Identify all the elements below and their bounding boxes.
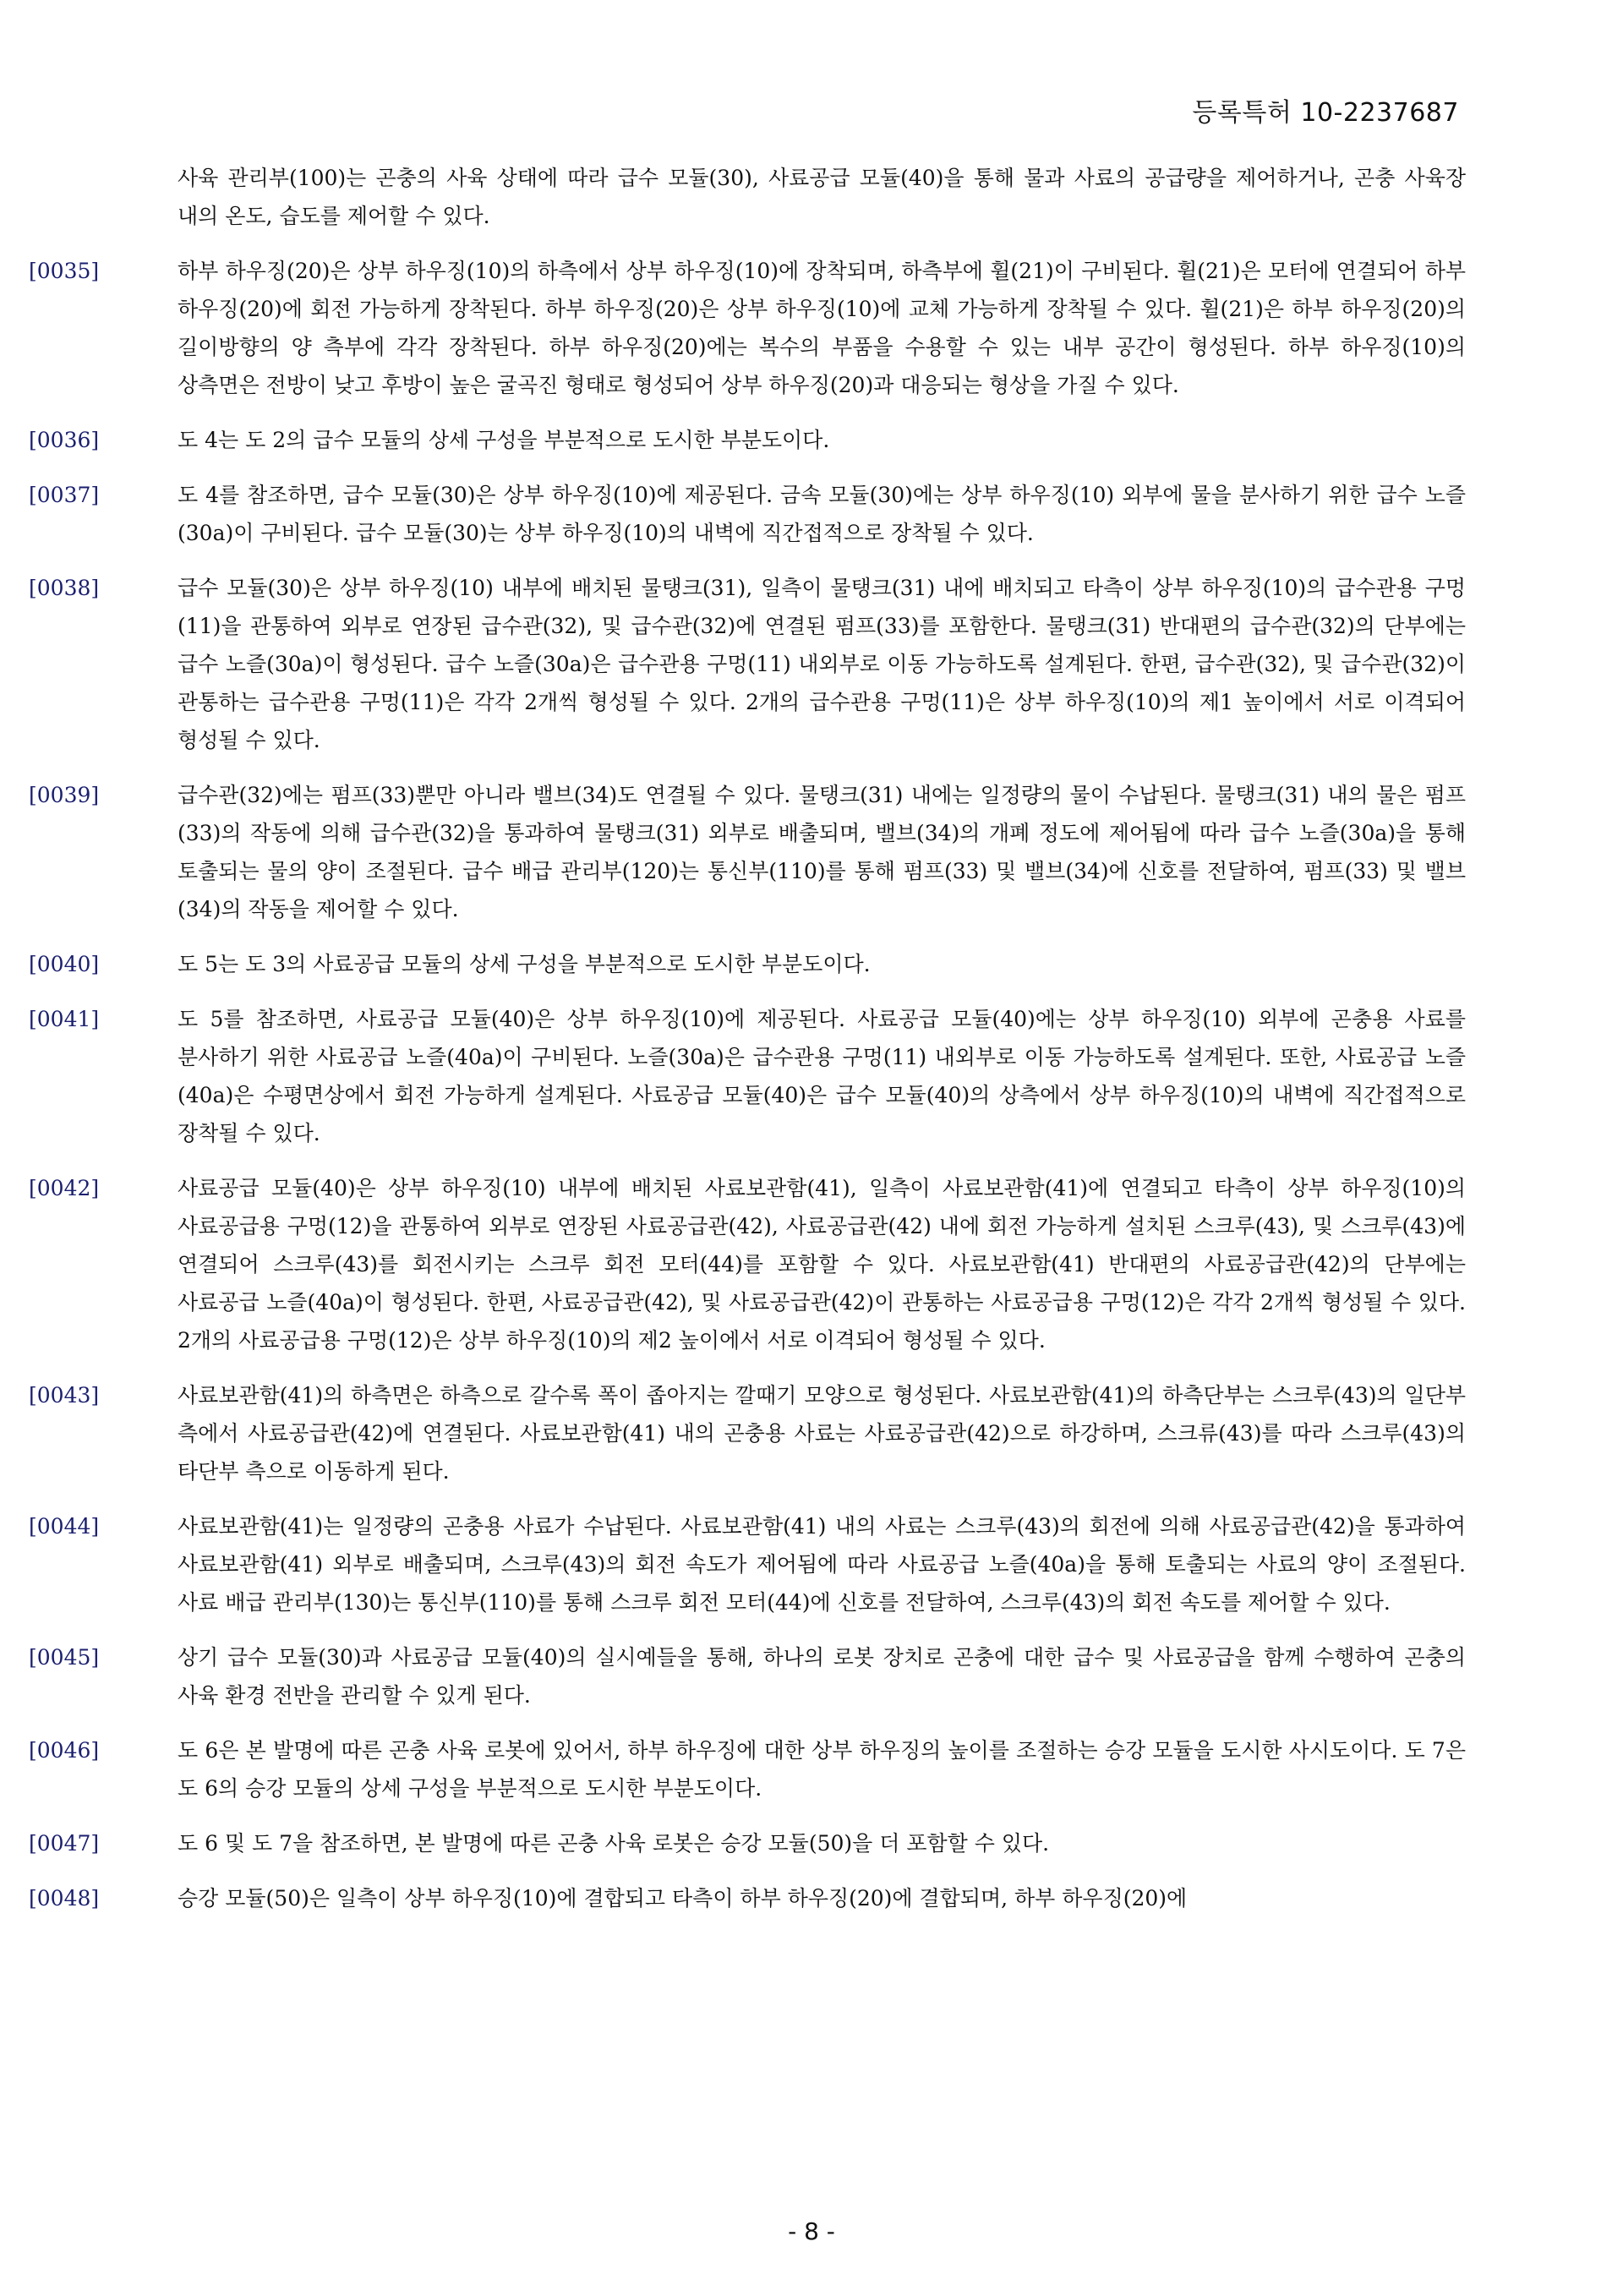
paragraph-number: [0040]	[29, 952, 100, 976]
paragraph	[0, 1824, 1623, 1862]
paragraph	[0, 945, 1623, 983]
paragraph	[0, 1507, 1623, 1621]
paragraph-text: 상기 급수 모듈(30)과 사료공급 모듈(40)의 실시예들을 통해, 하나의 로봇 장치로 곤충에 대한 급수 및 사료공급을 함께 수행하여 곤충의 사육 환경 전반을 관리할 수 있게 된다.	[178, 1645, 1466, 1708]
paragraph-number: [0042]	[29, 1176, 100, 1200]
paragraph-text: 도 4는 도 2의 급수 모듈의 상세 구성을 부분적으로 도시한 부분도이다.	[178, 428, 830, 452]
paragraph	[0, 159, 1623, 235]
paragraph-number: [0035]	[29, 259, 100, 283]
paragraph-number: [0037]	[29, 483, 100, 507]
paragraph-number: [0043]	[29, 1383, 100, 1408]
paragraph	[0, 569, 1623, 759]
paragraph-text: 도 4를 참조하면, 급수 모듈(30)은 상부 하우징(10)에 제공된다. 금속 모듈(30)에는 상부 하우징(10) 외부에 물을 분사하기 위한 급수 노즐(30a)이 구비된다. 급수 모듈(30)는 상부 하우징(10)의 내벽에 직간접적으로 장착될 수 있다.	[178, 483, 1466, 545]
paragraph-text: 사육 관리부(100)는 곤충의 사육 상태에 따라 급수 모듈(30), 사료공급 모듈(40)을 통해 물과 사료의 공급량을 제어하거나, 곤충 사육장 내의 온도, 습도를 제어할 수 있다.	[178, 166, 1466, 228]
paragraph	[0, 1169, 1623, 1359]
paragraph	[0, 1731, 1623, 1807]
paragraph	[0, 476, 1623, 552]
paragraph	[0, 776, 1623, 928]
paragraph-number: [0044]	[29, 1514, 100, 1539]
paragraph	[0, 421, 1623, 459]
paragraph-number: [0048]	[29, 1886, 100, 1911]
paragraph	[0, 1000, 1623, 1152]
paragraph-number: [0039]	[29, 783, 100, 807]
paragraph-text: 사료보관함(41)의 하측면은 하측으로 갈수록 폭이 좁아지는 깔때기 모양으로 형성된다. 사료보관함(41)의 하측단부는 스크루(43)의 일단부 측에서 사료공급관(42)에 연결된다. 사료보관함(41) 내의 곤충용 사료는 사료공급관(42)으로 하강하며, 스크류(43)를 따라 스크루(43)의 타단부 측으로 이동하게 된다.	[178, 1383, 1466, 1484]
paragraph-number: [0045]	[29, 1645, 100, 1670]
paragraph-number: [0047]	[29, 1831, 100, 1856]
paragraph-text: 도 6은 본 발명에 따른 곤충 사육 로봇에 있어서, 하부 하우징에 대한 상부 하우징의 높이를 조절하는 승강 모듈을 도시한 사시도이다. 도 7은 도 6의 승강 모듈의 상세 구성을 부분적으로 도시한 부분도이다.	[178, 1738, 1466, 1801]
paragraph-text: 급수관(32)에는 펌프(33)뿐만 아니라 밸브(34)도 연결될 수 있다. 물탱크(31) 내에는 일정량의 물이 수납된다. 물탱크(31) 내의 물은 펌프(33)의 작동에 의해 급수관(32)을 통과하여 물탱크(31) 외부로 배출되며, 밸브(34)의 개폐 정도에 제어됨에 따라 급수 노즐(30a)을 통해 토출되는 물의 양이 조절된다. 급수 배급 관리부(120)는 통신부(110)를 통해 펌프(33) 및 밸브(34)에 신호를 전달하여, 펌프(33) 및 밸브(34)의 작동을 제어할 수 있다.	[178, 783, 1466, 921]
document-body	[0, 159, 1623, 1934]
paragraph	[0, 252, 1623, 404]
paragraph	[0, 1376, 1623, 1490]
paragraph-text: 급수 모듈(30)은 상부 하우징(10) 내부에 배치된 물탱크(31), 일측이 물탱크(31) 내에 배치되고 타측이 상부 하우징(10)의 급수관용 구멍(11)을 관통하여 외부로 연장된 급수관(32), 및 급수관(32)에 연결된 펌프(33)를 포함한다. 물탱크(31) 반대편의 급수관(32)의 단부에는 급수 노즐(30a)이 형성된다. 급수 노즐(30a)은 급수관용 구멍(11) 내외부로 이동 가능하도록 설계된다. 한편, 급수관(32), 및 급수관(32)이 관통하는 급수관용 구멍(11)은 각각 2개씩 형성될 수 있다. 2개의 급수관용 구멍(11)은 상부 하우징(10)의 제1 높이에서 서로 이격되어 형성될 수 있다.	[178, 576, 1466, 752]
paragraph-text: 하부 하우징(20)은 상부 하우징(10)의 하측에서 상부 하우징(10)에 장착되며, 하측부에 휠(21)이 구비된다. 휠(21)은 모터에 연결되어 하부 하우징(20)에 회전 가능하게 장착된다. 하부 하우징(20)은 상부 하우징(10)에 교체 가능하게 장착될 수 있다. 휠(21)은 하부 하우징(20)의 길이방향의 양 측부에 각각 장착된다. 하부 하우징(20)에는 복수의 부품을 수용할 수 있는 내부 공간이 형성된다. 하부 하우징(10)의 상측면은 전방이 낮고 후방이 높은 굴곡진 형태로 형성되어 상부 하우징(20)과 대응되는 형상을 가질 수 있다.	[178, 259, 1466, 397]
paragraph-number: [0036]	[29, 428, 100, 452]
paragraph	[0, 1638, 1623, 1714]
paragraph-text: 사료보관함(41)는 일정량의 곤충용 사료가 수납된다. 사료보관함(41) 내의 사료는 스크루(43)의 회전에 의해 사료공급관(42)을 통과하여 사료보관함(41) 외부로 배출되며, 스크루(43)의 회전 속도가 제어됨에 따라 사료공급 노즐(40a)을 통해 토출되는 사료의 양이 조절된다. 사료 배급 관리부(130)는 통신부(110)를 통해 스크루 회전 모터(44)에 신호를 전달하여, 스크루(43)의 회전 속도를 제어할 수 있다.	[178, 1514, 1466, 1615]
paragraph-number: [0038]	[29, 576, 100, 600]
paragraph	[0, 1879, 1623, 1917]
paragraph-text: 사료공급 모듈(40)은 상부 하우징(10) 내부에 배치된 사료보관함(41), 일측이 사료보관함(41)에 연결되고 타측이 상부 하우징(10)의 사료공급용 구멍(12)을 관통하여 외부로 연장된 사료공급관(42), 사료공급관(42) 내에 회전 가능하게 설치된 스크루(43), 및 스크루(43)에 연결되어 스크루(43)를 회전시키는 스크루 회전 모터(44)를 포함할 수 있다. 사료보관함(41) 반대편의 사료공급관(42)의 단부에는 사료공급 노즐(40a)이 형성된다. 한편, 사료공급관(42), 및 사료공급관(42)이 관통하는 사료공급용 구멍(12)은 각각 2개씩 형성될 수 있다. 2개의 사료공급용 구멍(12)은 상부 하우징(10)의 제2 높이에서 서로 이격되어 형성될 수 있다.	[178, 1176, 1466, 1353]
paragraph-number: [0041]	[29, 1007, 100, 1031]
paragraph-text: 승강 모듈(50)은 일측이 상부 하우징(10)에 결합되고 타측이 하부 하우징(20)에 결합되며, 하부 하우징(20)에	[178, 1886, 1188, 1911]
paragraph-text: 도 6 및 도 7을 참조하면, 본 발명에 따른 곤충 사육 로봇은 승강 모듈(50)을 더 포함할 수 있다.	[178, 1831, 1050, 1856]
patent-number-header: 등록특허 10-2237687	[1192, 98, 1459, 128]
page-number: - 8 -	[788, 2217, 835, 2245]
paragraph-text: 도 5는 도 3의 사료공급 모듈의 상세 구성을 부분적으로 도시한 부분도이다.	[178, 952, 871, 976]
paragraph-text: 도 5를 참조하면, 사료공급 모듈(40)은 상부 하우징(10)에 제공된다. 사료공급 모듈(40)에는 상부 하우징(10) 외부에 곤충용 사료를 분사하기 위한 사료공급 노즐(40a)이 구비된다. 노즐(30a)은 급수관용 구멍(11) 내외부로 이동 가능하도록 설계된다. 또한, 사료공급 노즐(40a)은 수평면상에서 회전 가능하게 설계된다. 사료공급 모듈(40)은 급수 모듈(40)의 상측에서 상부 하우징(10)의 내벽에 직간접적으로 장착될 수 있다.	[178, 1007, 1466, 1145]
paragraph-number: [0046]	[29, 1738, 100, 1763]
